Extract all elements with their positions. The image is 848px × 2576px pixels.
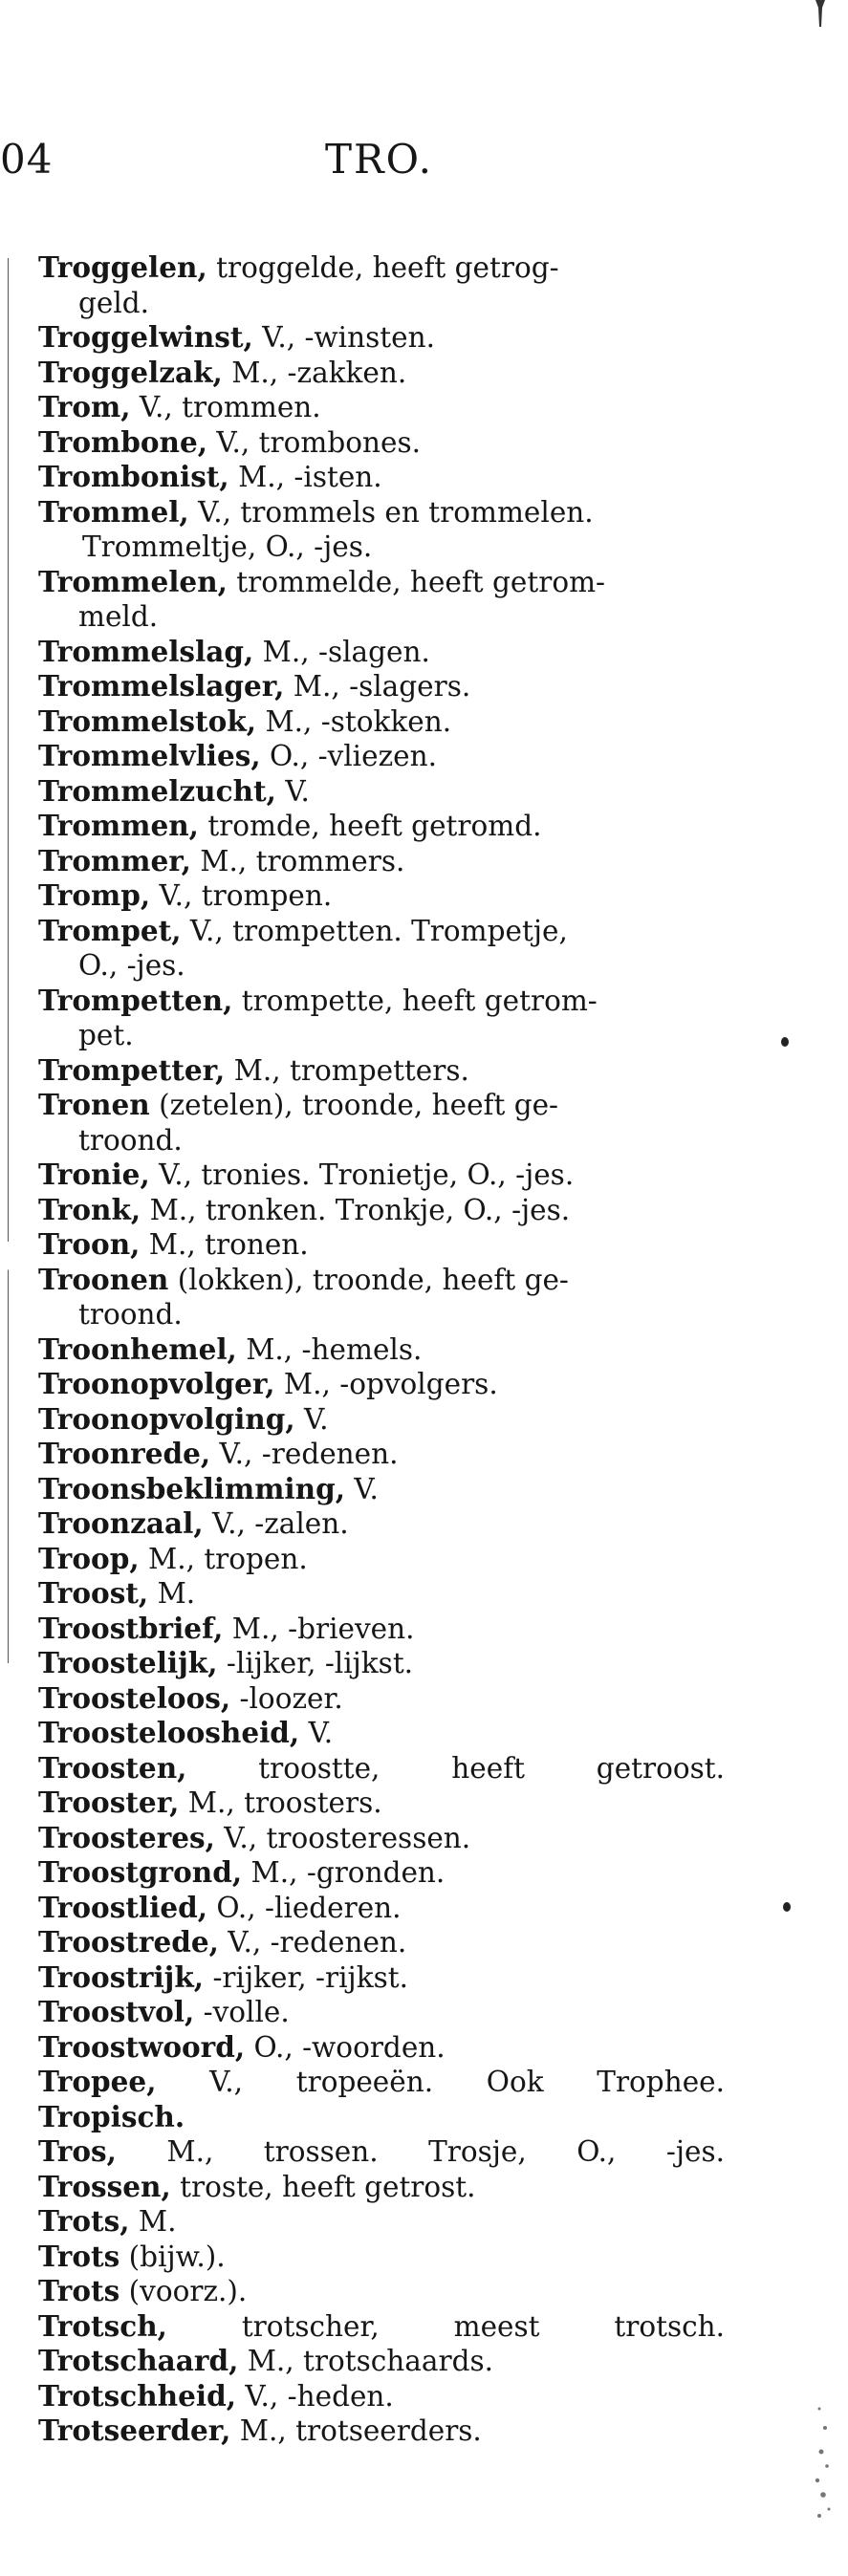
entry-definition: V., trommen. — [130, 391, 321, 423]
headword: Troosteres, — [38, 1820, 215, 1854]
entry-definition: O., -liederen. — [207, 1891, 402, 1924]
dictionary-entry — [38, 2170, 725, 2205]
page-number: 04 — [0, 136, 54, 183]
entry-definition: O., -vliezen. — [260, 740, 437, 772]
entry-definition: M., -hemels. — [236, 1332, 423, 1366]
entry-definition: V., trompen. — [150, 879, 333, 912]
headword: Trooster, — [38, 1786, 180, 1819]
headword: Troosteloosheid, — [38, 1716, 300, 1749]
headword: Troonopvolging, — [38, 1401, 295, 1436]
dictionary-entries — [38, 250, 725, 2449]
headword: Trommen, — [38, 809, 199, 842]
entry-definition: V., -zalen. — [203, 1507, 349, 1540]
dictionary-entry — [38, 2274, 725, 2309]
dictionary-entry — [38, 1786, 725, 1821]
entry-definition: (voorz.). — [120, 2275, 248, 2307]
entry-continuation: troond. — [78, 1298, 183, 1331]
entry-definition: M., -slagen. — [253, 635, 430, 668]
entry-definition: V., trommels en trommelen. — [188, 495, 594, 529]
headword: Trompetter, — [38, 1052, 226, 1087]
headword: Trommer, — [38, 843, 191, 877]
headword: Trotschaard, — [38, 2344, 239, 2377]
entry-definition: O., -woorden. — [245, 2030, 446, 2064]
headword: Troostrijk, — [38, 1959, 205, 1994]
entry-definition: V., trompetten. Trompetje, — [181, 914, 568, 947]
dictionary-entry — [38, 2204, 725, 2240]
headword: Trombonist, — [38, 460, 229, 493]
entry-definition: V., trombones. — [207, 425, 421, 459]
headword: Trompetten, — [38, 983, 233, 1017]
headword: Tronen — [38, 1088, 150, 1121]
dictionary-entry — [38, 1263, 725, 1298]
dictionary-entry — [38, 320, 725, 356]
dictionary-entry — [38, 774, 725, 810]
entry-definition: trommelde, heeft getrom- — [227, 565, 606, 598]
entry-definition: M. — [129, 2205, 177, 2238]
dictionary-entry — [38, 356, 725, 391]
entry-definition: M., -stokken. — [256, 704, 452, 738]
dictionary-entry — [38, 914, 725, 949]
dictionary-entry — [38, 984, 725, 1019]
dictionary-entry — [38, 739, 725, 774]
headword: Trommelslag, — [38, 634, 254, 668]
dictionary-entry — [38, 1960, 725, 1996]
entry-definition: troste, heeft getrost. — [170, 2170, 476, 2203]
headword: Troggelen, — [38, 250, 207, 284]
headword: Trommel, — [38, 494, 189, 529]
dictionary-entry — [38, 2240, 725, 2275]
entry-continuation: pet. — [78, 1019, 134, 1051]
headword: Troostbrief, — [38, 1611, 224, 1645]
entry-definition: M., -brieven. — [223, 1612, 415, 1645]
headword: Troon, — [38, 1227, 141, 1261]
dictionary-entry — [38, 2100, 725, 2135]
headword: Trom, — [38, 390, 131, 423]
entry-continuation: troond. — [78, 1123, 183, 1157]
entry-definition: M. — [148, 1577, 196, 1610]
entry-definition: V., -heden. — [236, 2379, 394, 2413]
headword: Troonzaal, — [38, 1506, 204, 1540]
headword: Tropee, — [38, 2065, 157, 2098]
print-mark-icon — [814, 0, 827, 29]
entry-definition: M., -slagers. — [284, 670, 471, 703]
column-rule — [8, 258, 9, 1663]
headword: Trompet, — [38, 913, 182, 947]
headword: Troop, — [38, 1541, 140, 1575]
entry-definition: V., tronies. Tronietje, O., -jes. — [149, 1158, 575, 1191]
entry-definition: M., -opvolgers. — [274, 1368, 498, 1400]
dictionary-entry — [38, 844, 725, 879]
dictionary-entry — [38, 1332, 725, 1368]
dictionary-entry — [38, 704, 725, 740]
headword: Troonen — [38, 1262, 169, 1296]
entry-continuation: geld. — [78, 286, 150, 319]
entry-definition: -rijker, -rijkst. — [204, 1960, 408, 1994]
headword: Trommelstok, — [38, 704, 257, 738]
headword: Troostgrond, — [38, 1855, 243, 1889]
dictionary-entry — [38, 565, 725, 600]
headword: Troostvol, — [38, 1995, 195, 2028]
headword: Trots — [38, 2239, 120, 2273]
entry-definition: trompette, heeft getrom- — [232, 984, 598, 1017]
dictionary-entry — [38, 2065, 725, 2100]
dictionary-entry — [38, 1227, 725, 1263]
headword: Tronk, — [38, 1192, 141, 1226]
headword: Tronie, — [38, 1158, 150, 1191]
dictionary-entry — [38, 635, 725, 670]
scan-noise — [808, 2399, 837, 2523]
headword: Trotsch, — [38, 2308, 167, 2343]
entry-continuation: O., -jes. — [78, 949, 185, 982]
dictionary-entry — [38, 2309, 725, 2345]
dictionary-entry — [38, 390, 725, 425]
dictionary-entry — [38, 425, 725, 461]
entry-definition: -loozer. — [230, 1681, 343, 1715]
headword: Troostelijk, — [38, 1646, 218, 1679]
dictionary-entry — [38, 1821, 725, 1856]
dictionary-entry — [38, 1646, 725, 1681]
dictionary-entry — [38, 1402, 725, 1438]
entry-definition: M., trotschaards. — [238, 2345, 493, 2377]
dictionary-entry — [38, 1437, 725, 1472]
ink-speck — [783, 1902, 791, 1912]
entry-definition: M., -isten. — [228, 461, 382, 493]
dictionary-entry — [38, 460, 725, 495]
headword: Troonsbeklimming, — [38, 1471, 345, 1505]
dictionary-entry — [38, 1716, 725, 1751]
dictionary-entry — [38, 809, 725, 844]
ink-speck — [781, 1037, 789, 1047]
entry-definition: troostte, heeft getroost. — [186, 1751, 725, 1785]
dictionary-entry — [38, 1088, 725, 1123]
dictionary-entry — [38, 2030, 725, 2066]
headword: Troostwoord, — [38, 2029, 246, 2064]
dictionary-entry — [38, 250, 725, 286]
entry-definition: (lokken), troonde, heeft ge- — [168, 1263, 569, 1296]
entry-continuation: meld. — [78, 600, 159, 633]
entry-definition: M., tropen. — [139, 1542, 308, 1575]
dictionary-entry — [38, 1542, 725, 1577]
headword: Troonhemel, — [38, 1331, 237, 1366]
entry-definition: V. — [275, 774, 310, 808]
entry-definition: V. — [299, 1717, 334, 1749]
headword: Trotschheid, — [38, 2378, 236, 2413]
entry-definition: M., trossen. Trosje, O., -jes. — [116, 2135, 725, 2168]
dictionary-entry — [38, 1995, 725, 2030]
headword: Troggelzak, — [38, 355, 223, 389]
headword: Troosteloos, — [38, 1680, 231, 1715]
dictionary-entry — [38, 878, 725, 914]
entry-definition: M., -gronden. — [242, 1856, 446, 1889]
dictionary-entry — [38, 1891, 725, 1926]
headword: Trossen, — [38, 2169, 171, 2203]
entry-definition: M., -zakken. — [222, 356, 407, 389]
entry-definition: tromde, heeft getromd. — [198, 810, 542, 842]
dictionary-entry — [38, 2134, 725, 2170]
headword: Trommelvlies, — [38, 739, 261, 772]
headword: Tromp, — [38, 878, 151, 912]
headword: Trots, — [38, 2204, 130, 2238]
headword: Trommelslager, — [38, 669, 285, 703]
dictionary-entry — [38, 1855, 725, 1891]
dictionary-entry — [38, 2379, 725, 2414]
headword: Trombone, — [38, 424, 208, 459]
entry-definition: trotscher, meest trotsch. — [166, 2309, 725, 2343]
dictionary-entry — [38, 669, 725, 704]
entry-definition: V., tropeeën. Ook Trophee. — [156, 2066, 725, 2098]
dictionary-entry — [38, 1053, 725, 1089]
headword: Tros, — [38, 2134, 117, 2168]
entry-definition: V. — [345, 1472, 379, 1505]
entry-definition: V. — [294, 1402, 329, 1436]
running-head: TRO. — [325, 136, 433, 183]
dictionary-entry — [38, 1506, 725, 1542]
dictionary-entry — [38, 1193, 725, 1228]
entry-definition: M., tronen. — [140, 1228, 309, 1261]
entry-definition: M., trotseerders. — [230, 2414, 482, 2447]
entry-definition: V., -winsten. — [252, 321, 435, 354]
dictionary-entry — [38, 495, 725, 530]
headword: Trots — [38, 2274, 120, 2307]
dictionary-entry — [38, 1158, 725, 1193]
headword: Troostlied, — [38, 1890, 208, 1924]
entry-definition: (zetelen), troonde, heeft ge- — [149, 1089, 559, 1121]
headword: Troosten, — [38, 1750, 187, 1785]
entry-definition: (bijw.). — [120, 2240, 226, 2273]
entry-definition: troggelde, heeft getrog- — [207, 251, 559, 284]
page-header — [0, 136, 848, 193]
dictionary-entry — [38, 1612, 725, 1647]
headword: Troggelwinst, — [38, 320, 253, 354]
entry-subform: Trommeltje, O., -jes. — [82, 530, 373, 563]
entry-definition: M., tronken. Tronkje, O., -jes. — [141, 1193, 571, 1226]
entry-definition: M., trompetters. — [225, 1053, 469, 1087]
headword: Troonopvolger, — [38, 1367, 275, 1400]
headword: Troostrede, — [38, 1925, 219, 1959]
dictionary-entry — [38, 1751, 725, 1786]
headword: Troost, — [38, 1576, 149, 1610]
entry-definition: V., -redenen. — [210, 1438, 399, 1470]
entry-definition: -lijker, -lijkst. — [217, 1647, 414, 1679]
headword: Trommelzucht, — [38, 773, 276, 808]
dictionary-entry — [38, 2414, 725, 2449]
dictionary-entry — [38, 1472, 725, 1507]
entry-definition: M., troosters. — [179, 1786, 382, 1819]
headword: Trommelen, — [38, 564, 228, 598]
entry-definition: M., trommers. — [190, 844, 405, 877]
dictionary-entry — [38, 1576, 725, 1612]
dictionary-entry — [38, 1367, 725, 1402]
dictionary-entry — [38, 1925, 725, 1960]
entry-definition: V., troosteressen. — [214, 1821, 471, 1854]
entry-definition: V., -redenen. — [218, 1926, 407, 1959]
dictionary-entry — [38, 1681, 725, 1717]
headword: Tropisch. — [38, 2099, 185, 2133]
entry-definition: -volle. — [194, 1996, 290, 2028]
headword: Trotseerder, — [38, 2414, 231, 2447]
headword: Troonrede, — [38, 1437, 211, 1470]
dictionary-entry — [38, 2344, 725, 2379]
